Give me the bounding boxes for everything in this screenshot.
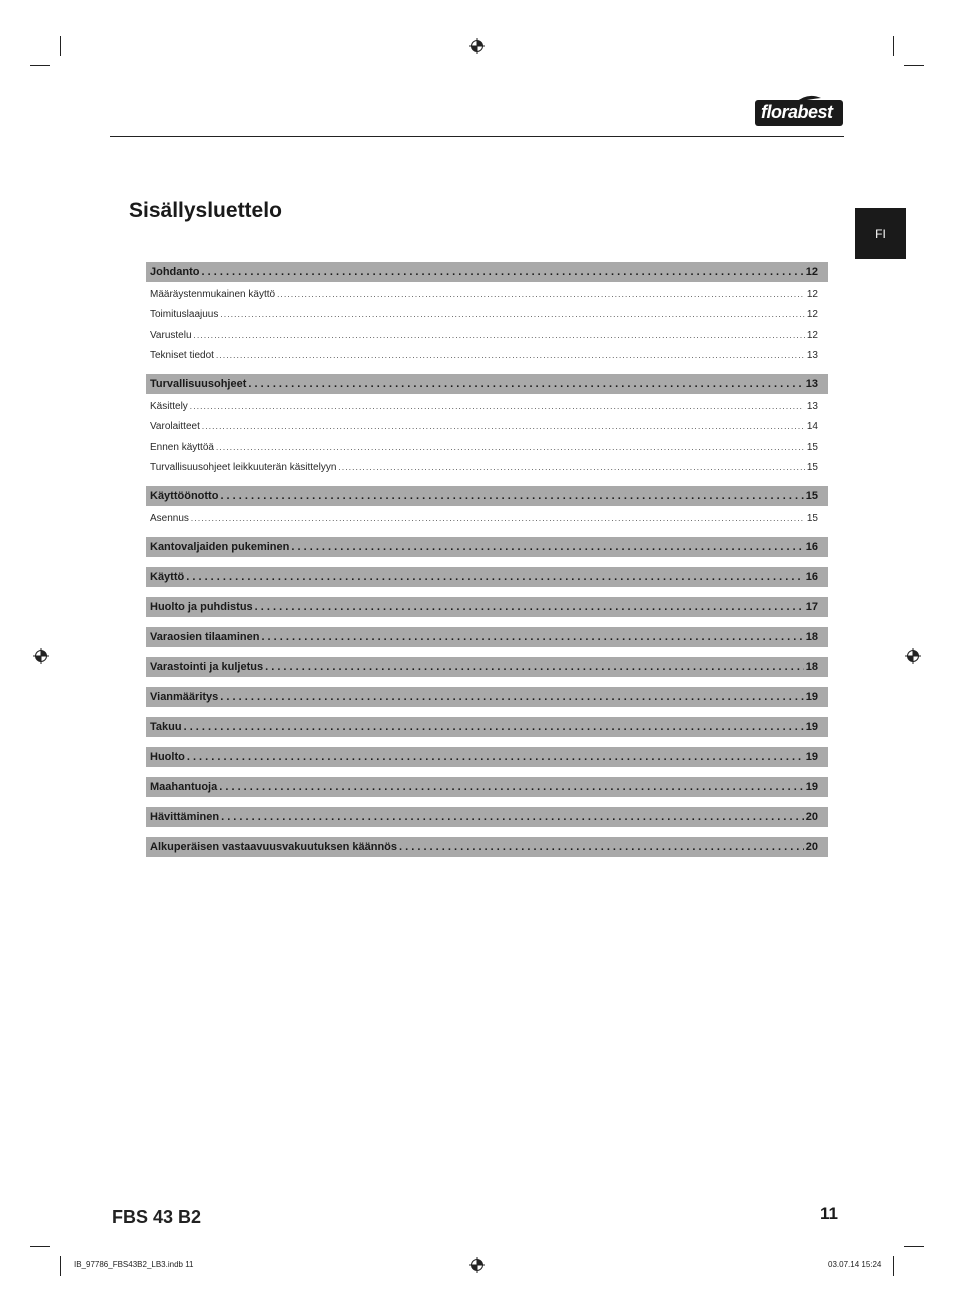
- crop-mark: [60, 1256, 61, 1276]
- toc-section-row: [146, 807, 828, 827]
- toc-leader-dots: [220, 490, 803, 502]
- registration-mark-icon: [469, 1257, 485, 1273]
- toc-leader-dots: [202, 266, 804, 278]
- toc-leader-dots: [220, 309, 805, 320]
- header-rule: [110, 136, 844, 137]
- toc-section-row: [146, 777, 828, 797]
- toc-page-number: 19: [805, 750, 818, 763]
- toc-label: Asennus: [150, 512, 189, 524]
- toc-page-number: 12: [806, 288, 818, 300]
- table-of-contents: [146, 262, 828, 857]
- toc-page-number: 13: [806, 400, 818, 412]
- print-slug-date: 03.07.14 15:24: [828, 1260, 882, 1269]
- toc-subsection-row: [146, 325, 828, 346]
- toc-label: Huolto: [150, 750, 185, 763]
- toc-page-number: 15: [805, 490, 818, 502]
- toc-page-number: 15: [806, 462, 818, 474]
- toc-leader-dots: [399, 841, 804, 853]
- toc-page-number: 16: [805, 540, 818, 553]
- toc-leader-dots: [187, 751, 804, 763]
- registration-mark-icon: [905, 648, 921, 664]
- toc-label: Tekniset tiedot: [150, 350, 214, 362]
- crop-mark: [893, 36, 894, 56]
- toc-leader-dots: [338, 462, 804, 473]
- toc-page-number: 18: [805, 660, 818, 673]
- toc-section-row: [146, 747, 828, 767]
- registration-mark-icon: [33, 648, 49, 664]
- toc-page-number: 19: [805, 780, 818, 793]
- toc-label: Käyttöönotto: [150, 490, 219, 502]
- toc-section-row: [146, 717, 828, 737]
- registration-mark-icon: [469, 38, 485, 54]
- toc-section-row: [146, 567, 828, 587]
- toc-page-number: 20: [805, 840, 818, 853]
- toc-page-number: 14: [806, 421, 818, 433]
- crop-mark: [904, 65, 924, 66]
- toc-leader-dots: [186, 571, 804, 583]
- toc-leader-dots: [221, 811, 804, 823]
- toc-label: Alkuperäisen vastaavuusvakuutuksen käännös: [150, 840, 397, 853]
- toc-section-row: [146, 486, 828, 506]
- toc-section-row: [146, 657, 828, 677]
- language-tab: FI: [855, 208, 906, 259]
- toc-page-number: 17: [805, 600, 818, 613]
- model-number: FBS 43 B2: [112, 1207, 202, 1227]
- toc-page-number: 13: [806, 350, 818, 362]
- toc-section-row: [146, 262, 828, 282]
- toc-leader-dots: [216, 442, 805, 453]
- toc-leader-dots: [248, 378, 803, 390]
- toc-page-number: 20: [805, 810, 818, 823]
- toc-label: Hävittäminen: [150, 810, 220, 823]
- toc-leader-dots: [216, 350, 805, 361]
- toc-page-number: 19: [805, 720, 818, 733]
- toc-subsection-row: [146, 417, 828, 438]
- toc-page-number: 18: [805, 630, 818, 643]
- toc-leader-dots: [202, 421, 805, 432]
- toc-label: Huolto ja puhdistus: [150, 600, 253, 613]
- toc-leader-dots: [291, 541, 803, 553]
- toc-label: Käsittely: [150, 400, 188, 412]
- toc-subsection-row: [146, 437, 828, 458]
- toc-page-number: 19: [805, 690, 818, 703]
- toc-label: Varastointi ja kuljetus: [150, 660, 264, 673]
- crop-mark: [30, 1246, 50, 1247]
- page-number: 11: [820, 1204, 838, 1223]
- print-slug-file: IB_97786_FBS43B2_LB3.indb 11: [74, 1260, 194, 1269]
- toc-label: Varolaitteet: [150, 421, 200, 433]
- toc-page-number: 12: [806, 309, 818, 321]
- toc-label: Käyttö: [150, 570, 185, 583]
- toc-section-row: [146, 627, 828, 647]
- toc-section-row: [146, 537, 828, 557]
- toc-leader-dots: [219, 781, 804, 793]
- toc-label: Vianmääritys: [150, 690, 219, 703]
- toc-page-number: 15: [806, 512, 818, 524]
- toc-page-number: 12: [806, 329, 818, 341]
- toc-label: Turvallisuusohjeet: [150, 378, 247, 390]
- toc-leader-dots: [265, 661, 804, 673]
- toc-leader-dots: [261, 631, 803, 643]
- toc-page-number: 15: [806, 441, 818, 453]
- toc-subsection-row: [146, 284, 828, 305]
- toc-page-number: 16: [805, 570, 818, 583]
- crop-mark: [30, 65, 50, 66]
- crop-mark: [893, 1256, 894, 1276]
- logo-text: florabest: [761, 102, 833, 122]
- toc-label: Turvallisuusohjeet leikkuuterän käsittelyyn: [150, 462, 337, 474]
- toc-label: Määräystenmukainen käyttö: [150, 288, 276, 300]
- toc-section-row: [146, 374, 828, 394]
- toc-page-number: 12: [805, 266, 818, 278]
- toc-subsection-row: [146, 508, 828, 529]
- toc-leader-dots: [220, 691, 803, 703]
- page-title: Sisällysluettelo: [129, 199, 282, 222]
- toc-label: Varaosien tilaaminen: [150, 630, 260, 643]
- toc-leader-dots: [255, 601, 804, 613]
- crop-mark: [904, 1246, 924, 1247]
- toc-section-row: [146, 597, 828, 617]
- toc-leader-dots: [184, 721, 804, 733]
- toc-label: Maahantuoja: [150, 780, 218, 793]
- toc-label: Johdanto: [150, 266, 200, 278]
- toc-leader-dots: [277, 289, 805, 300]
- toc-section-row: [146, 687, 828, 707]
- toc-label: Kantovaljaiden pukeminen: [150, 540, 290, 553]
- toc-label: Toimituslaajuus: [150, 309, 219, 321]
- toc-page-number: 13: [805, 378, 818, 390]
- toc-leader-dots: [190, 401, 805, 412]
- toc-label: Takuu: [150, 720, 182, 733]
- toc-leader-dots: [191, 513, 805, 524]
- toc-leader-dots: [194, 330, 805, 341]
- toc-subsection-row: [146, 346, 828, 367]
- toc-section-row: [146, 837, 828, 857]
- toc-subsection-row: [146, 458, 828, 479]
- toc-subsection-row: [146, 305, 828, 326]
- toc-label: Ennen käyttöä: [150, 441, 214, 453]
- toc-subsection-row: [146, 396, 828, 417]
- toc-label: Varustelu: [150, 329, 192, 341]
- crop-mark: [60, 36, 61, 56]
- brand-logo: [755, 94, 845, 128]
